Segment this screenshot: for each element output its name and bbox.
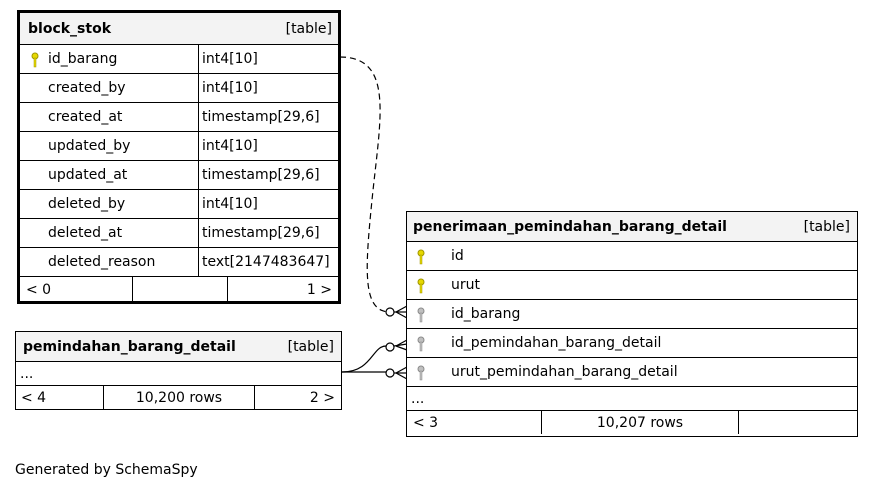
column-row[interactable] [407, 357, 857, 386]
column-row[interactable] [407, 299, 857, 328]
ellipsis: ... [411, 390, 425, 407]
fk-line-id-barang [340, 57, 390, 312]
column-row[interactable] [407, 270, 857, 299]
column-name: deleted_at [48, 225, 123, 241]
ellipsis: ... [20, 365, 34, 382]
column-name: urut [451, 277, 480, 293]
column-row[interactable] [20, 73, 338, 102]
column-type: int4[10] [202, 196, 258, 212]
column-row[interactable] [20, 189, 338, 218]
table-kind: [table] [285, 20, 332, 37]
column-name: deleted_by [48, 196, 126, 212]
column-name: deleted_reason [48, 254, 156, 270]
column-name: updated_by [48, 138, 131, 154]
crows-foot-id-pemindahan [386, 340, 407, 351]
column-type: int4[10] [202, 80, 258, 96]
table-block-stok[interactable] [17, 10, 341, 304]
foreign-key-icon [416, 365, 426, 381]
table-name: pemindahan_barang_detail [23, 338, 236, 355]
primary-key-icon [416, 278, 426, 294]
table-name: penerimaan_pemindahan_barang_detail [413, 218, 727, 235]
column-name: created_at [48, 109, 123, 125]
column-name: urut_pemindahan_barang_detail [451, 364, 678, 380]
fk-line-id-pemindahan [342, 346, 386, 372]
column-name: id_pemindahan_barang_detail [451, 335, 662, 351]
ellipsis-row [16, 361, 341, 385]
column-type: timestamp[29,6] [202, 167, 320, 183]
primary-key-icon [30, 52, 40, 68]
crows-foot-id-barang [386, 306, 407, 318]
table-footer [16, 385, 341, 409]
ellipsis-row [407, 386, 857, 410]
table-header [407, 212, 857, 241]
generated-by-label: Generated by SchemaSpy [15, 462, 198, 478]
column-type: int4[10] [202, 51, 258, 67]
column-type: int4[10] [202, 138, 258, 154]
column-type: timestamp[29,6] [202, 225, 320, 241]
column-row[interactable] [20, 218, 338, 247]
parent-count: < 3 [413, 414, 439, 431]
table-kind: [table] [287, 338, 334, 355]
table-kind: [table] [803, 218, 850, 235]
row-count: 10,200 rows [135, 389, 223, 406]
table-pemindahan-barang-detail[interactable] [15, 331, 342, 410]
parent-count: < 4 [21, 389, 47, 406]
parent-count: < 0 [26, 281, 52, 298]
column-name: id [451, 248, 464, 264]
child-count: 2 > [309, 389, 335, 406]
row-count: 10,207 rows [596, 414, 684, 431]
table-footer [20, 276, 338, 302]
table-footer [407, 410, 857, 434]
column-type: text[2147483647] [202, 254, 330, 270]
column-name: created_by [48, 80, 126, 96]
column-name: id_barang [451, 306, 521, 322]
foreign-key-icon [416, 307, 426, 323]
column-row[interactable] [20, 131, 338, 160]
column-name: id_barang [48, 51, 118, 67]
table-header [16, 332, 341, 361]
crows-foot-urut-pemindahan [386, 367, 407, 379]
table-header [20, 13, 338, 44]
column-type: timestamp[29,6] [202, 109, 320, 125]
column-row[interactable] [20, 247, 338, 276]
table-name: block_stok [28, 20, 112, 37]
column-row[interactable] [407, 328, 857, 357]
column-row[interactable] [20, 160, 338, 189]
column-row[interactable] [407, 241, 857, 270]
child-count: 1 > [306, 281, 332, 298]
primary-key-icon [416, 249, 426, 265]
column-row[interactable] [20, 44, 338, 73]
foreign-key-icon [416, 336, 426, 352]
column-name: updated_at [48, 167, 128, 183]
table-penerimaan-pemindahan-barang-detail[interactable] [406, 211, 858, 437]
column-row[interactable] [20, 102, 338, 131]
